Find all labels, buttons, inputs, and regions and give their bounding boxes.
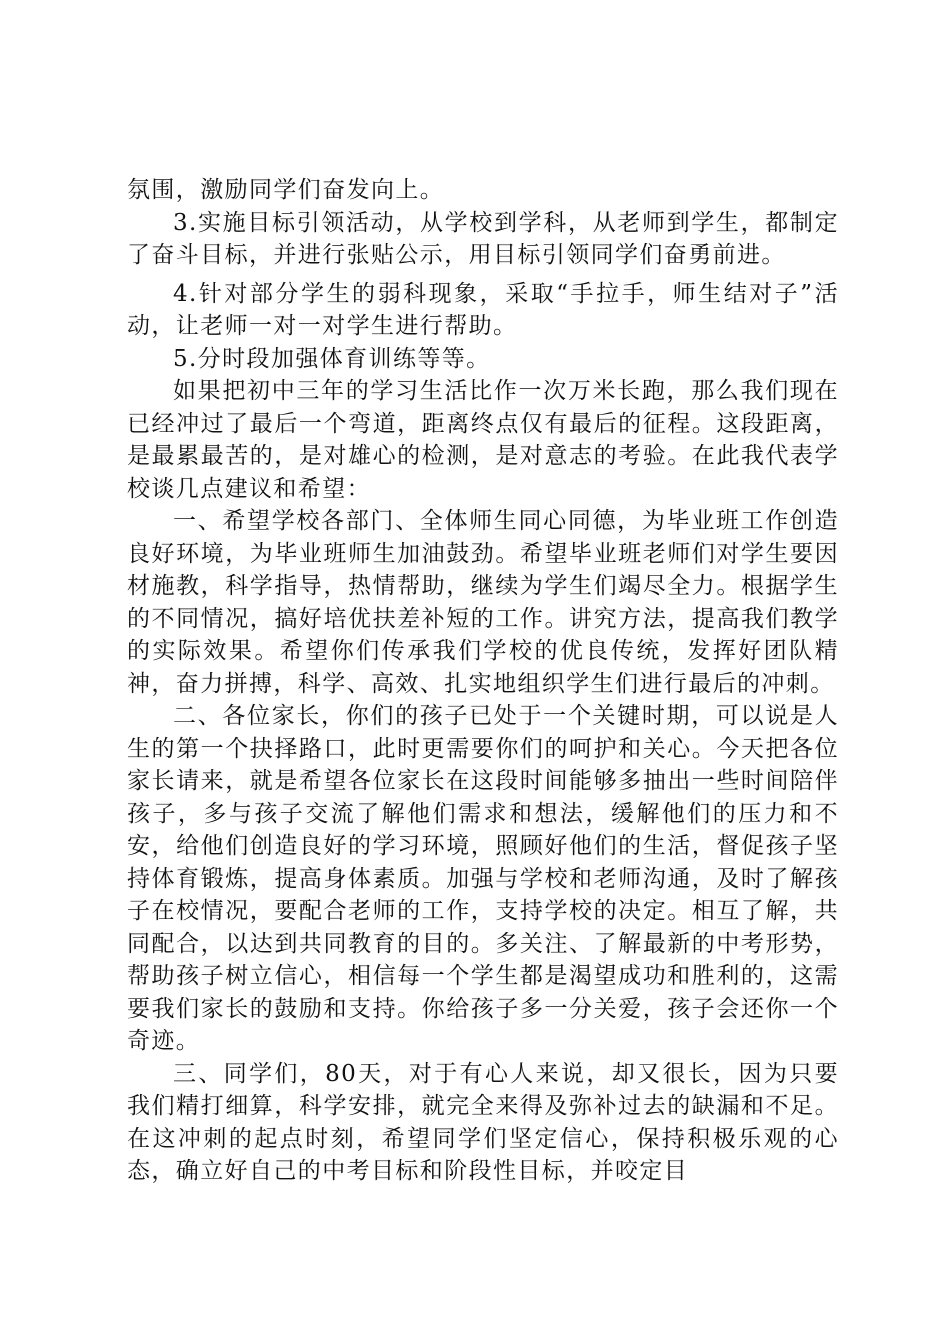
paragraph-students: 三、同学们，80天，对于有心人来说，却又很长，因为只要我们精打细算，科学安排，就完全来得及弥补过去的缺漏和不足。在这冲刺的起点时刻，希望同学们坚定信心，保持积极乐观的心态，确立好自己的中考目标和阶段性目标，并咬定目 [127, 1060, 839, 1184]
paragraph-marathon: 如果把初中三年的学习生活比作一次万米长跑，那么我们现在已经冲过了最后一个弯道，距离终点仅有最后的征程。这段距离，是最累最苦的，是对雄心的检测，是对意志的考验。在此我代表学校谈几点建议和希望： [127, 378, 839, 502]
paragraph-parents: 二、各位家长，你们的孩子已处于一个关键时期，可以说是人生的第一个抉择路口，此时更需要你们的呵护和关心。今天把各位家长请来，就是希望各位家长在这段时间能够多抽出一些时间陪伴孩子，多与孩子交流了解他们需求和想法，缓解他们的压力和不安，给他们创造良好的学习环境，照顾好他们的生活，督促孩子坚持体育锻炼，提高身体素质。加强与学校和老师沟通，及时了解孩子在校情况，要配合老师的工作，支持学校的决定。相互了解，共同配合，以达到共同教育的目的。多关注、了解最新的中考形势，帮助孩子树立信心，相信每一个学生都是渴望成功和胜利的，这需要我们家长的鼓励和支持。你给孩子多一分关爱，孩子会还你一个奇迹。 [127, 703, 839, 1054]
paragraph-item-5: 5.分时段加强体育训练等等。 [173, 345, 491, 372]
paragraph-school-hopes: 一、希望学校各部门、全体师生同心同德，为毕业班工作创造良好环境，为毕业班师生加油鼓劲。希望毕业班老师们对学生要因材施教，科学指导，热情帮助，继续为学生们竭尽全力。根据学生的不同情况，搞好培优扶差补短的工作。讲究方法，提高我们教学的实际效果。希望你们传承我们学校的优良传统，发挥好团队精神，奋力拼搏，科学、高效、扎实地组织学生们进行最后的冲刺。 [127, 508, 839, 697]
paragraph-item-4: 4.针对部分学生的弱科现象，采取“手拉手，师生结对子”活动，让老师一对一对学生进行帮助。 [127, 280, 839, 339]
paragraph-item-3: 3.实施目标引领活动，从学校到学科，从老师到学生，都制定了奋斗目标，并进行张贴公示，用目标引领同学们奋勇前进。 [127, 209, 839, 268]
document-body [127, 174, 839, 1188]
paragraph-continuation: 氛围，激励同学们奋发向上。 [127, 177, 445, 203]
